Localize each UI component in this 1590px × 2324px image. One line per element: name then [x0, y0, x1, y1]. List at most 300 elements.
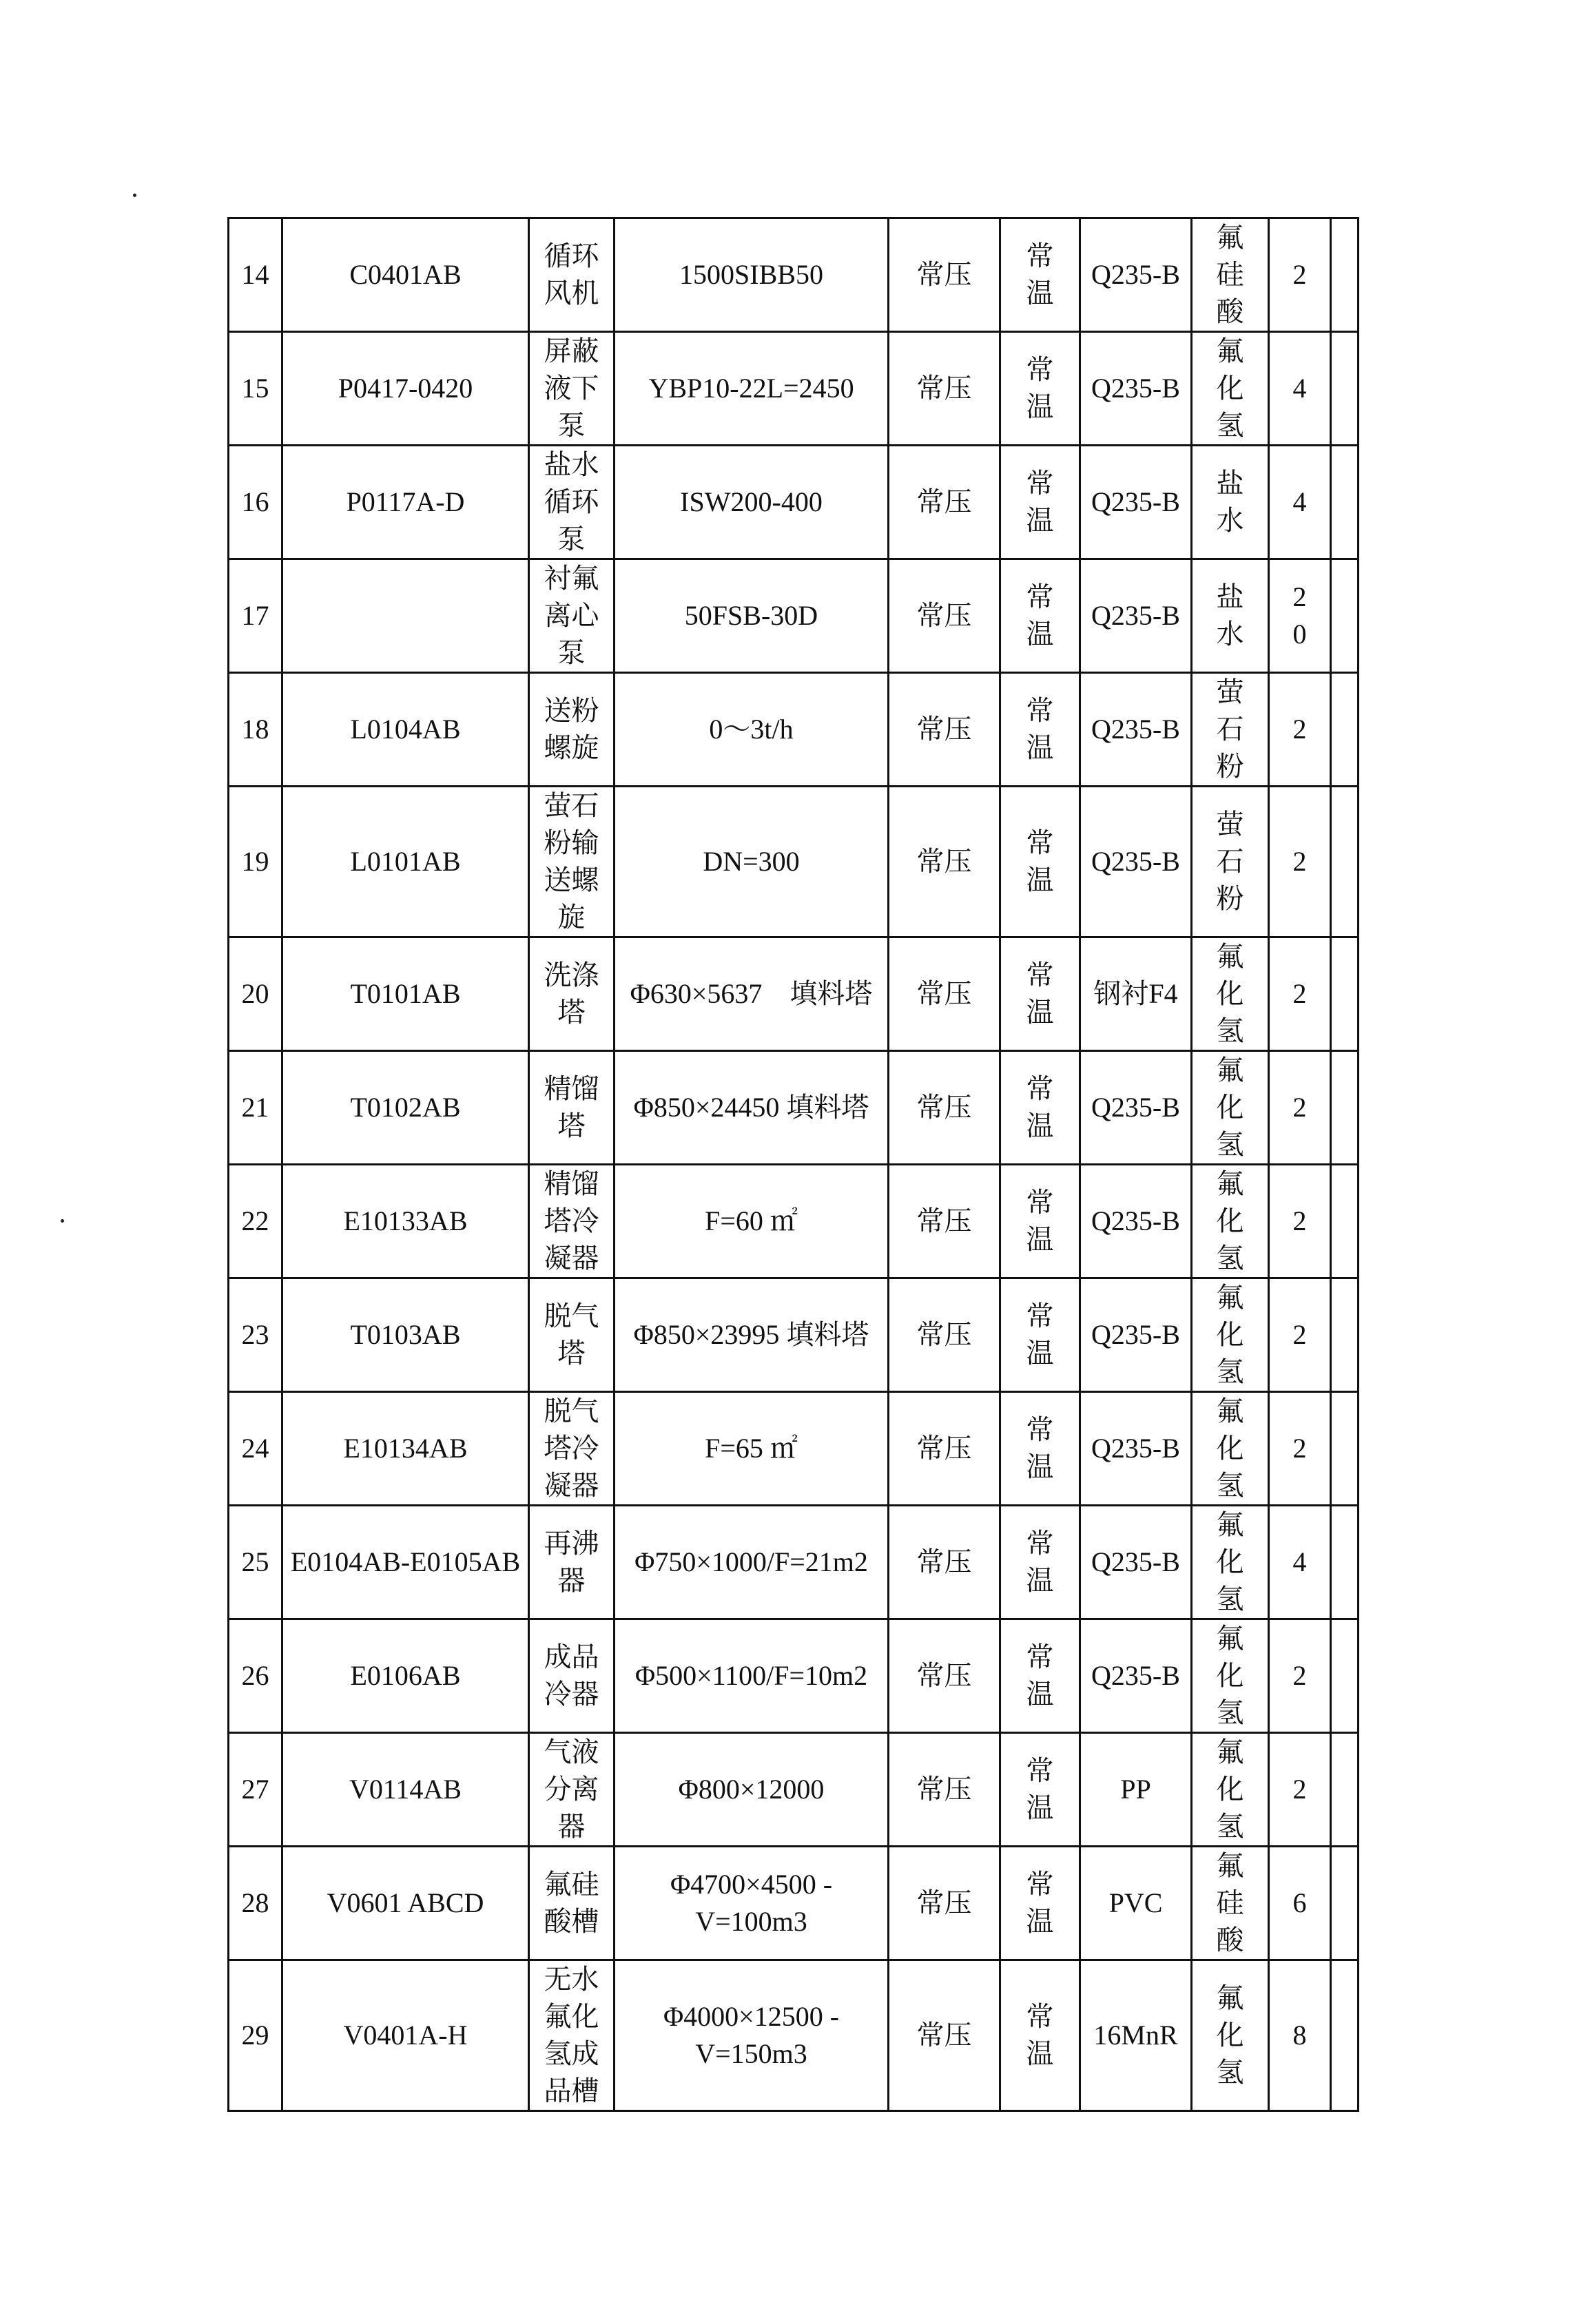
row-number-text: 25 [241, 1546, 269, 1577]
equipment-name-text: 屏蔽液下泵 [544, 335, 599, 442]
equipment-name-cell [529, 1960, 615, 2111]
equipment-code-text: T0101AB [350, 978, 461, 1009]
specification-text: F=65 ㎡ [705, 1433, 798, 1464]
temperature-text: 常温 [1026, 1073, 1054, 1142]
equipment-name-text: 成品冷器 [544, 1641, 599, 1710]
quantity-text: 4 [1292, 1546, 1307, 1577]
material-cell [1080, 1733, 1192, 1847]
equipment-code-cell [282, 218, 529, 332]
empty-trailing-cell [1331, 1733, 1359, 1847]
quantity-cell [1269, 1733, 1331, 1847]
row-number-text: 29 [241, 2020, 269, 2051]
specification-text: 0～3t/h [709, 714, 794, 745]
specification-cell [615, 1278, 889, 1392]
equipment-code-text: E10133AB [343, 1205, 468, 1236]
equipment-name-cell [529, 1847, 615, 1960]
table-row [229, 1619, 1359, 1733]
quantity-cell [1269, 1847, 1331, 1960]
specification-cell [615, 332, 889, 446]
specification-cell [615, 1619, 889, 1733]
row-number-text: 14 [241, 259, 269, 290]
quantity-cell [1269, 446, 1331, 559]
medium-text: 氟化氢 [1216, 941, 1244, 1047]
quantity-text: 2 [1292, 1205, 1307, 1236]
equipment-name-cell [529, 1619, 615, 1733]
empty-trailing-cell [1331, 559, 1359, 673]
quantity-text: 2 [1292, 714, 1307, 745]
temperature-text: 常温 [1026, 1869, 1054, 1938]
scan-speck-middle [61, 1219, 64, 1223]
quantity-text: 4 [1292, 373, 1307, 404]
specification-cell [615, 787, 889, 937]
temperature-cell [1000, 787, 1080, 937]
quantity-cell [1269, 559, 1331, 673]
row-number-text: 24 [241, 1433, 269, 1464]
row-number-cell [229, 1392, 282, 1506]
specification-text: Φ4000×12500 -V=150m3 [663, 2001, 840, 2069]
row-number-cell [229, 1733, 282, 1847]
medium-text: 氟化氢 [1216, 1168, 1244, 1274]
material-text: Q235-B [1091, 714, 1180, 745]
equipment-name-text: 精馏塔冷凝器 [544, 1168, 599, 1274]
medium-text: 氟化氢 [1216, 1396, 1244, 1502]
equipment-code-cell [282, 559, 529, 673]
empty-trailing-cell [1331, 937, 1359, 1051]
equipment-name-cell [529, 446, 615, 559]
temperature-text: 常温 [1026, 1414, 1054, 1483]
temperature-text: 常温 [1026, 1187, 1054, 1256]
temperature-cell [1000, 1506, 1080, 1619]
equipment-name-cell [529, 332, 615, 446]
specification-cell [615, 218, 889, 332]
medium-cell [1192, 559, 1269, 673]
specification-text: F=60 ㎡ [705, 1205, 798, 1236]
pressure-text: 常压 [916, 486, 972, 518]
equipment-code-cell [282, 1847, 529, 1960]
specification-cell [615, 1392, 889, 1506]
quantity-cell [1269, 1619, 1331, 1733]
material-cell [1080, 787, 1192, 937]
table-row [229, 332, 1359, 446]
row-number-text: 21 [241, 1092, 269, 1123]
medium-text: 氟化氢 [1216, 1982, 1244, 2088]
pressure-cell [889, 559, 1000, 673]
temperature-cell [1000, 218, 1080, 332]
pressure-cell [889, 1165, 1000, 1278]
equipment-name-text: 盐水循环泵 [544, 449, 599, 555]
row-number-cell [229, 218, 282, 332]
medium-text: 氟硅酸 [1216, 222, 1244, 328]
equipment-code-text: V0401A-H [343, 2020, 468, 2051]
pressure-text: 常压 [916, 1546, 972, 1578]
table-row [229, 1278, 1359, 1392]
equipment-table-body [229, 218, 1359, 2111]
specification-text: Φ800×12000 [678, 1774, 825, 1805]
medium-text: 萤石粉 [1216, 676, 1244, 782]
temperature-text: 常温 [1026, 354, 1054, 423]
pressure-text: 常压 [916, 1092, 972, 1123]
medium-cell [1192, 673, 1269, 787]
equipment-code-cell [282, 1619, 529, 1733]
quantity-text: 20 [1292, 581, 1307, 650]
temperature-text: 常温 [1026, 1300, 1054, 1369]
equipment-name-cell [529, 787, 615, 937]
equipment-name-cell [529, 559, 615, 673]
equipment-name-cell [529, 673, 615, 787]
row-number-cell [229, 937, 282, 1051]
empty-trailing-cell [1331, 1619, 1359, 1733]
table-row [229, 673, 1359, 787]
quantity-cell [1269, 1051, 1331, 1165]
specification-text: YBP10-22L=2450 [648, 373, 854, 404]
empty-trailing-cell [1331, 332, 1359, 446]
row-number-text: 22 [241, 1205, 269, 1236]
temperature-text: 常温 [1026, 695, 1054, 764]
table-row [229, 1051, 1359, 1165]
empty-trailing-cell [1331, 1051, 1359, 1165]
material-text: Q235-B [1091, 1546, 1180, 1577]
temperature-text: 常温 [1026, 827, 1054, 896]
scan-speck-top [133, 194, 136, 197]
empty-trailing-cell [1331, 673, 1359, 787]
row-number-cell [229, 559, 282, 673]
pressure-cell [889, 1392, 1000, 1506]
medium-text: 盐水 [1216, 581, 1244, 650]
equipment-name-text: 衬氟离心泵 [544, 563, 599, 669]
temperature-cell [1000, 1392, 1080, 1506]
row-number-cell [229, 1506, 282, 1619]
quantity-cell [1269, 1278, 1331, 1392]
material-cell [1080, 1278, 1192, 1392]
specification-cell [615, 1506, 889, 1619]
equipment-code-text: E0104AB-E0105AB [290, 1546, 521, 1577]
medium-cell [1192, 1733, 1269, 1847]
row-number-cell [229, 332, 282, 446]
specification-text: Φ850×24450 填料塔 [633, 1092, 869, 1123]
pressure-cell [889, 1960, 1000, 2111]
pressure-text: 常压 [916, 1205, 972, 1237]
table-row [229, 1392, 1359, 1506]
material-cell [1080, 218, 1192, 332]
material-text: Q235-B [1091, 1319, 1180, 1350]
equipment-code-text: E0106AB [350, 1660, 461, 1691]
equipment-code-text: P0417-0420 [338, 373, 473, 404]
medium-text: 氟化氢 [1216, 1623, 1244, 1729]
table-row [229, 1165, 1359, 1278]
pressure-cell [889, 787, 1000, 937]
equipment-code-cell [282, 332, 529, 446]
quantity-text: 2 [1292, 978, 1307, 1009]
empty-trailing-cell [1331, 1506, 1359, 1619]
pressure-text: 常压 [916, 1660, 972, 1692]
temperature-text: 常温 [1026, 959, 1054, 1028]
material-cell [1080, 1619, 1192, 1733]
pressure-cell [889, 1619, 1000, 1733]
material-cell [1080, 1165, 1192, 1278]
equipment-code-cell [282, 673, 529, 787]
table-row [229, 1733, 1359, 1847]
row-number-cell [229, 673, 282, 787]
pressure-text: 常压 [916, 373, 972, 404]
row-number-text: 17 [241, 600, 269, 631]
quantity-cell [1269, 1960, 1331, 2111]
row-number-text: 23 [241, 1319, 269, 1350]
material-text: Q235-B [1091, 1092, 1180, 1123]
temperature-cell [1000, 1619, 1080, 1733]
pressure-text: 常压 [916, 978, 972, 1010]
temperature-text: 常温 [1026, 1641, 1054, 1710]
medium-cell [1192, 937, 1269, 1051]
row-number-text: 15 [241, 373, 269, 404]
temperature-cell [1000, 332, 1080, 446]
quantity-cell [1269, 673, 1331, 787]
row-number-text: 26 [241, 1660, 269, 1691]
temperature-cell [1000, 446, 1080, 559]
material-text: 钢衬F4 [1093, 978, 1178, 1009]
equipment-name-text: 循环风机 [544, 240, 599, 309]
specification-text: Φ850×23995 填料塔 [633, 1319, 869, 1350]
specification-text: Φ500×1100/F=10m2 [634, 1660, 868, 1691]
empty-trailing-cell [1331, 1165, 1359, 1278]
material-text: Q235-B [1091, 373, 1180, 404]
specification-cell [615, 1051, 889, 1165]
equipment-name-text: 洗涤塔 [544, 959, 599, 1028]
material-cell [1080, 1392, 1192, 1506]
quantity-cell [1269, 787, 1331, 937]
material-text: Q235-B [1091, 486, 1180, 517]
material-cell [1080, 673, 1192, 787]
equipment-code-cell [282, 446, 529, 559]
quantity-cell [1269, 1165, 1331, 1278]
equipment-name-cell [529, 1278, 615, 1392]
row-number-cell [229, 1051, 282, 1165]
material-text: Q235-B [1091, 259, 1180, 290]
material-text: Q235-B [1091, 1205, 1180, 1236]
specification-cell [615, 1165, 889, 1278]
specification-text: DN=300 [703, 846, 800, 877]
table-row [229, 446, 1359, 559]
medium-text: 萤石粉 [1216, 809, 1244, 915]
pressure-cell [889, 937, 1000, 1051]
pressure-text: 常压 [916, 1433, 972, 1464]
empty-trailing-cell [1331, 1278, 1359, 1392]
equipment-name-cell [529, 218, 615, 332]
temperature-cell [1000, 1278, 1080, 1392]
pressure-cell [889, 1733, 1000, 1847]
medium-text: 氟硅酸 [1216, 1850, 1244, 1956]
row-number-cell [229, 1847, 282, 1960]
temperature-text: 常温 [1026, 581, 1054, 650]
equipment-table [227, 217, 1359, 2112]
pressure-cell [889, 1506, 1000, 1619]
equipment-code-text: T0103AB [350, 1319, 461, 1350]
equipment-name-text: 氟硅酸槽 [544, 1869, 599, 1938]
equipment-code-text: T0102AB [350, 1092, 461, 1123]
pressure-cell [889, 446, 1000, 559]
temperature-cell [1000, 1733, 1080, 1847]
quantity-text: 2 [1292, 1774, 1307, 1805]
temperature-cell [1000, 1960, 1080, 2111]
medium-text: 盐水 [1216, 468, 1244, 537]
empty-trailing-cell [1331, 1847, 1359, 1960]
equipment-code-text: L0104AB [350, 714, 461, 745]
specification-cell [615, 446, 889, 559]
medium-cell [1192, 1506, 1269, 1619]
equipment-name-cell [529, 937, 615, 1051]
table-row [229, 1847, 1359, 1960]
equipment-code-text: C0401AB [349, 259, 462, 290]
row-number-text: 18 [241, 714, 269, 745]
material-text: 16MnR [1093, 2020, 1178, 2051]
material-text: Q235-B [1091, 846, 1180, 877]
pressure-text: 常压 [916, 600, 972, 632]
row-number-cell [229, 446, 282, 559]
row-number-cell [229, 1278, 282, 1392]
equipment-name-text: 送粉螺旋 [544, 695, 599, 764]
row-number-text: 19 [241, 846, 269, 877]
equipment-code-cell [282, 1960, 529, 2111]
empty-trailing-cell [1331, 1392, 1359, 1506]
material-cell [1080, 1051, 1192, 1165]
medium-cell [1192, 787, 1269, 937]
row-number-text: 28 [241, 1887, 269, 1918]
temperature-cell [1000, 1847, 1080, 1960]
specification-cell [615, 1847, 889, 1960]
material-text: Q235-B [1091, 1433, 1180, 1464]
material-cell [1080, 937, 1192, 1051]
temperature-text: 常温 [1026, 1528, 1054, 1597]
medium-cell [1192, 218, 1269, 332]
medium-text: 氟化氢 [1216, 1282, 1244, 1388]
equipment-name-text: 萤石粉输送螺旋 [544, 790, 599, 933]
pressure-cell [889, 1051, 1000, 1165]
quantity-cell [1269, 332, 1331, 446]
temperature-cell [1000, 673, 1080, 787]
table-row [229, 937, 1359, 1051]
row-number-text: 16 [241, 486, 269, 517]
quantity-text: 2 [1292, 1319, 1307, 1350]
material-cell [1080, 446, 1192, 559]
quantity-cell [1269, 1506, 1331, 1619]
equipment-code-text: L0101AB [350, 846, 461, 877]
equipment-name-text: 气液分离器 [544, 1736, 599, 1843]
row-number-text: 27 [241, 1774, 269, 1805]
specification-cell [615, 1960, 889, 2111]
pressure-cell [889, 332, 1000, 446]
row-number-cell [229, 1619, 282, 1733]
medium-cell [1192, 1847, 1269, 1960]
quantity-text: 2 [1292, 1660, 1307, 1691]
quantity-text: 2 [1292, 1092, 1307, 1123]
medium-text: 氟化氢 [1216, 335, 1244, 442]
specification-text: Φ750×1000/F=21m2 [634, 1546, 868, 1577]
material-text: PVC [1108, 1887, 1163, 1918]
row-number-cell [229, 787, 282, 937]
specification-text: 1500SIBB50 [679, 259, 823, 290]
table-row [229, 1506, 1359, 1619]
pressure-cell [889, 673, 1000, 787]
equipment-name-cell [529, 1051, 615, 1165]
quantity-text: 2 [1292, 846, 1307, 877]
equipment-code-cell [282, 1506, 529, 1619]
row-number-cell [229, 1165, 282, 1278]
material-text: PP [1120, 1774, 1151, 1805]
table-row [229, 218, 1359, 332]
quantity-text: 2 [1292, 259, 1307, 290]
specification-text: 50FSB-30D [684, 600, 818, 631]
specification-text: Φ4700×4500 -V=100m3 [670, 1869, 833, 1937]
specification-text: Φ630×5637 填料塔 [630, 978, 873, 1009]
material-text: Q235-B [1091, 600, 1180, 631]
empty-trailing-cell [1331, 446, 1359, 559]
medium-text: 氟化氢 [1216, 1055, 1244, 1161]
pressure-text: 常压 [916, 714, 972, 745]
medium-cell [1192, 332, 1269, 446]
equipment-code-text: P0117A-D [346, 486, 465, 517]
empty-trailing-cell [1331, 218, 1359, 332]
equipment-name-text: 精馏塔 [544, 1073, 599, 1142]
medium-cell [1192, 1960, 1269, 2111]
equipment-code-cell [282, 1392, 529, 1506]
quantity-cell [1269, 1392, 1331, 1506]
equipment-code-cell [282, 1278, 529, 1392]
temperature-cell [1000, 1051, 1080, 1165]
medium-cell [1192, 1619, 1269, 1733]
material-cell [1080, 1847, 1192, 1960]
equipment-code-cell [282, 1733, 529, 1847]
empty-trailing-cell [1331, 1960, 1359, 2111]
equipment-code-text: V0601 ABCD [327, 1887, 484, 1918]
equipment-code-text: E10134AB [343, 1433, 468, 1464]
temperature-text: 常温 [1026, 2001, 1054, 2070]
equipment-code-text: V0114AB [349, 1774, 462, 1805]
temperature-text: 常温 [1026, 1755, 1054, 1824]
quantity-cell [1269, 937, 1331, 1051]
specification-cell [615, 937, 889, 1051]
specification-cell [615, 1733, 889, 1847]
equipment-code-cell [282, 787, 529, 937]
empty-trailing-cell [1331, 787, 1359, 937]
pressure-cell [889, 218, 1000, 332]
row-number-cell [229, 1960, 282, 2111]
pressure-text: 常压 [916, 2020, 972, 2051]
equipment-code-cell [282, 937, 529, 1051]
material-cell [1080, 559, 1192, 673]
specification-text: ISW200-400 [680, 486, 823, 517]
specification-cell [615, 673, 889, 787]
material-cell [1080, 1506, 1192, 1619]
pressure-text: 常压 [916, 259, 972, 291]
pressure-text: 常压 [916, 1319, 972, 1351]
medium-cell [1192, 1392, 1269, 1506]
table-row [229, 559, 1359, 673]
equipment-name-text: 脱气塔冷凝器 [544, 1396, 599, 1502]
quantity-text: 8 [1292, 2020, 1307, 2051]
specification-cell [615, 559, 889, 673]
quantity-text: 2 [1292, 1433, 1307, 1464]
pressure-text: 常压 [916, 846, 972, 878]
medium-text: 氟化氢 [1216, 1509, 1244, 1615]
temperature-text: 常温 [1026, 240, 1054, 309]
medium-cell [1192, 446, 1269, 559]
equipment-name-cell [529, 1733, 615, 1847]
equipment-name-cell [529, 1392, 615, 1506]
table-row [229, 787, 1359, 937]
temperature-text: 常温 [1026, 468, 1054, 537]
material-text: Q235-B [1091, 1660, 1180, 1691]
equipment-code-cell [282, 1165, 529, 1278]
equipment-name-text: 再沸器 [544, 1528, 599, 1597]
